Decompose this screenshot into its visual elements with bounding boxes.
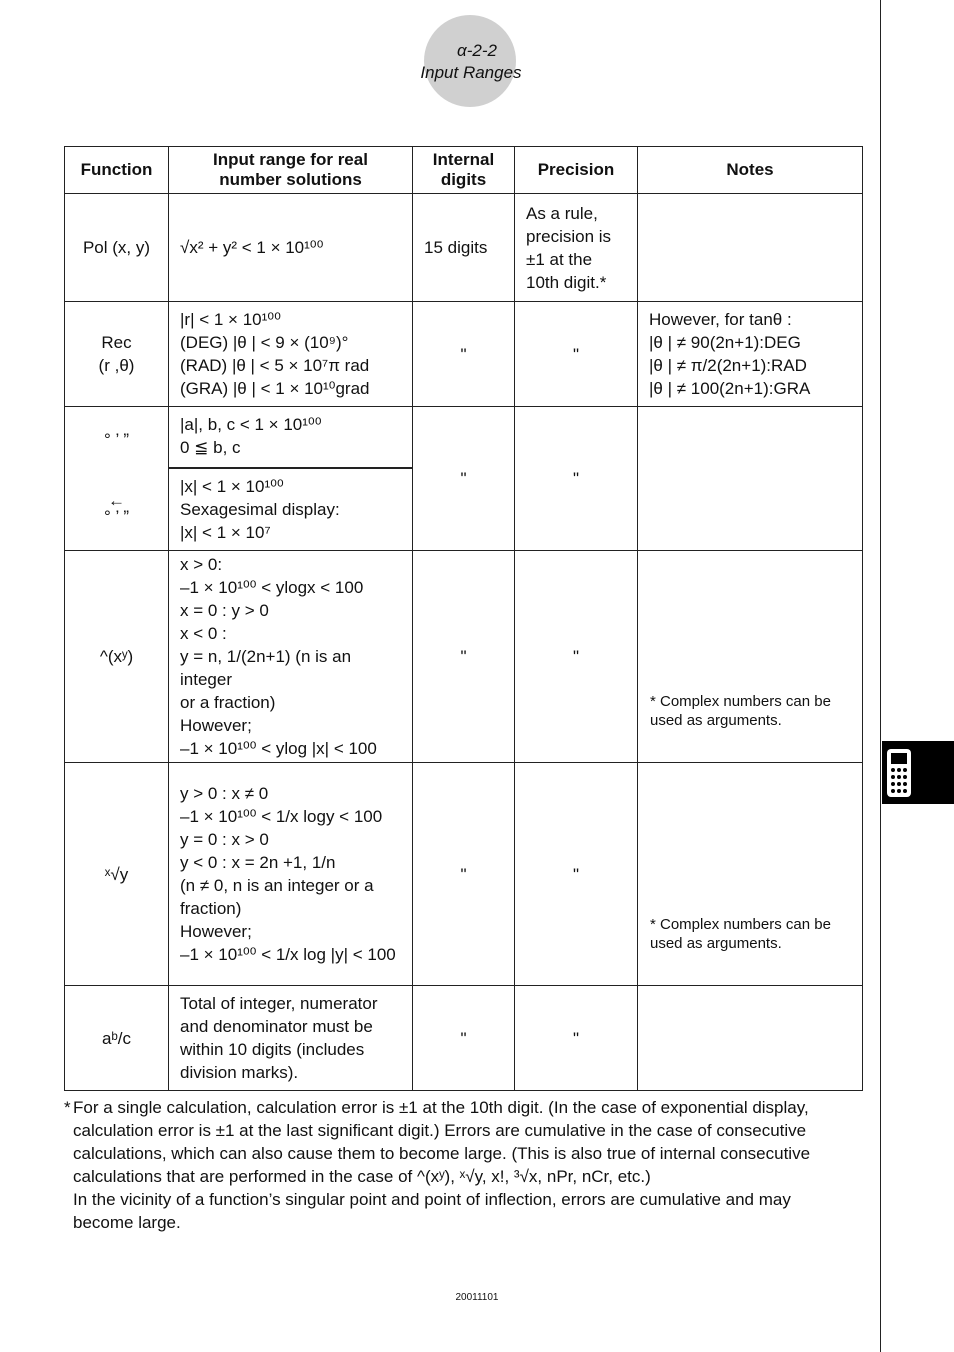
row-function-dms: ° ’ ” [103,430,130,449]
row-precision: " [515,407,638,551]
row-range: Total of integer, numerator and denominator must be within 10 digits (includes division marks). [169,986,413,1091]
row-range: |r| < 1 × 10¹⁰⁰ (DEG) |θ | < 9 × (10⁹)° (RAD) |θ | < 5 × 10⁷π rad (GRA) |θ | < 1 × 10¹⁰grad [169,302,413,407]
row-range: x > 0: –1 × 10¹⁰⁰ < ylogx < 100 x = 0 : y > 0 x < 0 : y = n, 1/(2n+1) (n is an integer or a fraction) However; –1 × 10¹⁰⁰ < ylog |x| < 100 [169,551,413,763]
page-number-code: 20011101 [455,1292,499,1303]
footnote-text: For a single calculation, calculation error is ±1 at the 10th digit. (In the case of exponential display, calculation error is ±1 at the last significant digit.) Errors are cumulative in the case of consecutive calculations, which can also cause them to become large. (This is also true of internal consecutive calculations that are performed in the case of ^(xʸ), ˣ√y, x!, ³√x, nPr, nCr, etc.) In the vicinity of a function’s singular point and point of inflection, errors are cumulative and may become large. [73,1098,811,1232]
table-row [65,986,863,1091]
header-notes: Notes [638,147,863,194]
row-function-split [65,407,169,551]
footnote [64,1096,866,1234]
row-digits: " [413,763,515,986]
header-function: Function [65,147,169,194]
row-range-split [169,407,413,551]
row-function: ^(xʸ) [65,551,169,763]
row-range-dms: |a|, b, c < 1 × 10¹⁰⁰ 0 ≦ b, c [169,407,412,469]
header-badge [424,15,516,107]
header-precision: Precision [515,147,638,194]
row-notes: However, for tanθ : |θ | ≠ 90(2n+1):DEG |θ | ≠ π/2(2n+1):RAD |θ | ≠ 100(2n+1):GRA [638,302,863,407]
input-ranges-table [64,146,863,1091]
table-row [65,407,863,551]
table-row [65,302,863,407]
row-function: Pol (x, y) [65,194,169,302]
row-notes [638,407,863,551]
row-precision: " [515,986,638,1091]
row-function: Rec (r ,θ) [65,302,169,407]
row-range: √x² + y² < 1 × 10¹⁰⁰ [169,194,413,302]
table-row [65,763,863,986]
page-subtitle: Input Ranges [420,63,522,82]
row-precision: As a rule, precision is ±1 at the 10th digit.* [515,194,638,302]
calculator-icon [886,748,912,798]
row-digits: " [413,407,515,551]
table-row [65,551,863,763]
row-range: y > 0 : x ≠ 0 –1 × 10¹⁰⁰ < 1/x logy < 100 y = 0 : x > 0 y < 0 : x = 2n +1, 1/n (n ≠ 0, n is an integer or a fraction) However; –1 × 10¹⁰⁰ < 1/x log |y| < 100 [169,763,413,986]
row-notes: * Complex numbers can be used as arguments. [650,916,831,952]
header-internal-digits: Internal digits [413,147,515,194]
row-digits: " [413,551,515,763]
header-input-range: Input range for real number solutions [169,147,413,194]
row-precision: " [515,302,638,407]
page-code-title: α-2-2 [457,41,497,60]
footnote-marker: * [64,1098,71,1117]
row-range-reverse-dms: |x| < 1 × 10¹⁰⁰ Sexagesimal display: |x| < 1 × 10⁷ [180,477,340,542]
row-notes [638,194,863,302]
row-function-reverse-dms: ← ° ’ ” [103,490,130,526]
row-digits: " [413,302,515,407]
table-row [65,194,863,302]
row-function: ˣ√y [65,763,169,986]
row-notes: * Complex numbers can be used as arguments. [650,693,831,729]
page-edge-rule [880,0,881,1352]
row-function: aᵇ/c [65,986,169,1091]
table-header-row [65,147,863,194]
row-precision: " [515,763,638,986]
row-digits: " [413,986,515,1091]
row-notes-cell [638,763,863,986]
row-notes-cell [638,551,863,763]
row-digits: 15 digits [413,194,515,302]
row-notes [638,986,863,1091]
chapter-tab [882,741,954,804]
row-precision: " [515,551,638,763]
